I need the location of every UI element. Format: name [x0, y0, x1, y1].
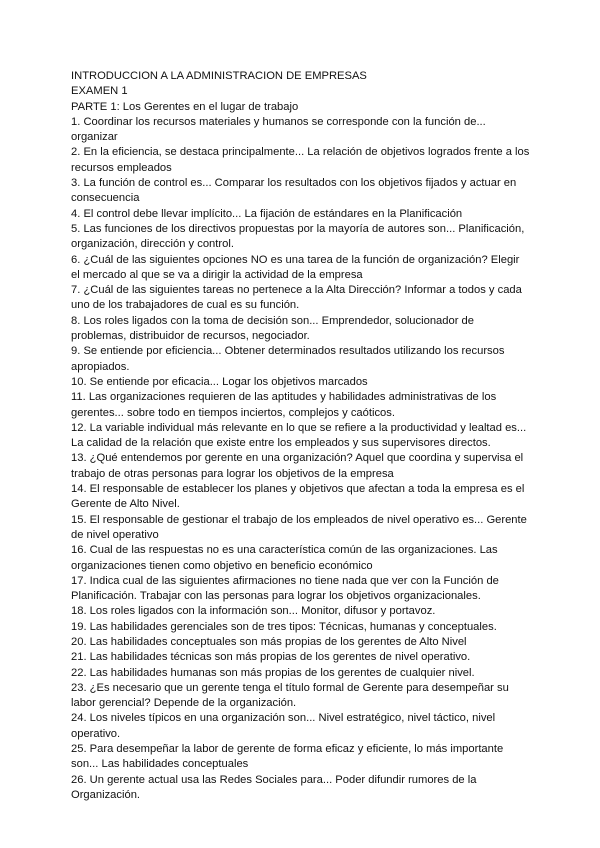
question-item: 13. ¿Qué entendemos por gerente en una organización? Aquel que coordina y supervisa el trabajo de otras personas para lograr los objetivos de la empresa	[71, 452, 524, 480]
document-page	[71, 69, 531, 803]
question-item: 8. Los roles ligados con la toma de decisión son... Emprendedor, solucionador de problemas, distribuidor de recursos, negociador.	[71, 314, 474, 343]
part-heading: PARTE 1: Los Gerentes en el lugar de trabajo	[71, 100, 299, 113]
question-item: 17. Indica cual de las siguientes afirmaciones no tiene nada que ver con la Función de Planificación. Trabajar con las personas para lograr los objetivos organizacionales.	[71, 574, 499, 603]
question-item: 11. Las organizaciones requieren de las aptitudes y habilidades administrativas de los gerentes... sobre todo en tiempos inciertos, complejos y caóticos.	[71, 391, 497, 419]
question-item: 15. El responsable de gestionar el trabajo de los empleados de nivel operativo es... Gerente de nivel operativo	[71, 513, 527, 541]
question-item: 19. Las habilidades gerenciales son de tres tipos: Técnicas, humanas y conceptuales.	[71, 620, 497, 633]
question-item: 12. La variable individual más relevante en lo que se refiere a la productividad y lealtad es... La calidad de la relación que existe entre los empleados y sus supervisores directos.	[71, 421, 527, 450]
question-item: 1. Coordinar los recursos materiales y humanos se corresponde con la función de... organizar	[71, 115, 486, 144]
question-item: 5. Las funciones de los directivos propuestas por la mayoría de autores son... Planificación, organización, dirección y control.	[71, 222, 525, 251]
question-item: 21. Las habilidades técnicas son más propias de los gerentes de nivel operativo.	[71, 651, 471, 664]
question-item: 3. La función de control es... Comparar los resultados con los objetivos fijados y actuar en consecuencia	[71, 177, 517, 205]
question-item: 20. Las habilidades conceptuales son más propias de los gerentes de Alto Nivel	[71, 635, 467, 648]
question-item: 9. Se entiende por eficiencia... Obtener determinados resultados utilizando los recursos apropiados.	[71, 345, 505, 373]
question-item: 16. Cual de las respuestas no es una característica común de las organizaciones. Las organizaciones tienen como objetivo en beneficio económico	[71, 544, 498, 572]
question-item: 25. Para desempeñar la labor de gerente de forma eficaz y eficiente, lo más importante son... Las habilidades conceptuales	[71, 743, 504, 771]
question-item: 23. ¿Es necesario que un gerente tenga el título formal de Gerente para desempeñar su labor gerencial? Depende de la organización.	[71, 681, 509, 710]
question-item: 22. Las habilidades humanas son más propias de los gerentes de cualquier nivel.	[71, 666, 475, 679]
question-item: 6. ¿Cuál de las siguientes opciones NO es una tarea de la función de organización? Elegir el mercado al que se va a dirigir la actividad de la empresa	[71, 253, 520, 281]
question-item: 4. El control debe llevar implícito... La fijación de estándares en la Planificación	[71, 207, 463, 220]
question-list	[71, 115, 531, 803]
question-item: 2. En la eficiencia, se destaca principalmente... La relación de objetivos logrados frente a los recursos empleados	[71, 146, 530, 174]
question-item: 14. El responsable de establecer los planes y objetivos que afectan a toda la empresa es el Gerente de Alto Nivel.	[71, 483, 525, 511]
document-title: INTRODUCCION A LA ADMINISTRACION DE EMPRESAS	[71, 70, 367, 82]
question-item: 10. Se entiende por eficacia... Logar los objetivos marcados	[71, 375, 368, 388]
question-item: 24. Los niveles típicos en una organización son... Nivel estratégico, nivel táctico, nivel operativo.	[71, 712, 496, 740]
question-item: 18. Los roles ligados con la información son... Monitor, difusor y portavoz.	[71, 605, 436, 618]
question-item: 7. ¿Cuál de las siguientes tareas no pertenece a la Alta Dirección? Informar a todos y cada uno de los trabajadores de cual es su función.	[71, 284, 522, 312]
exam-label: EXAMEN 1	[71, 85, 128, 98]
question-item: 26. Un gerente actual usa las Redes Sociales para... Poder difundir rumores de la Organización.	[71, 773, 477, 801]
